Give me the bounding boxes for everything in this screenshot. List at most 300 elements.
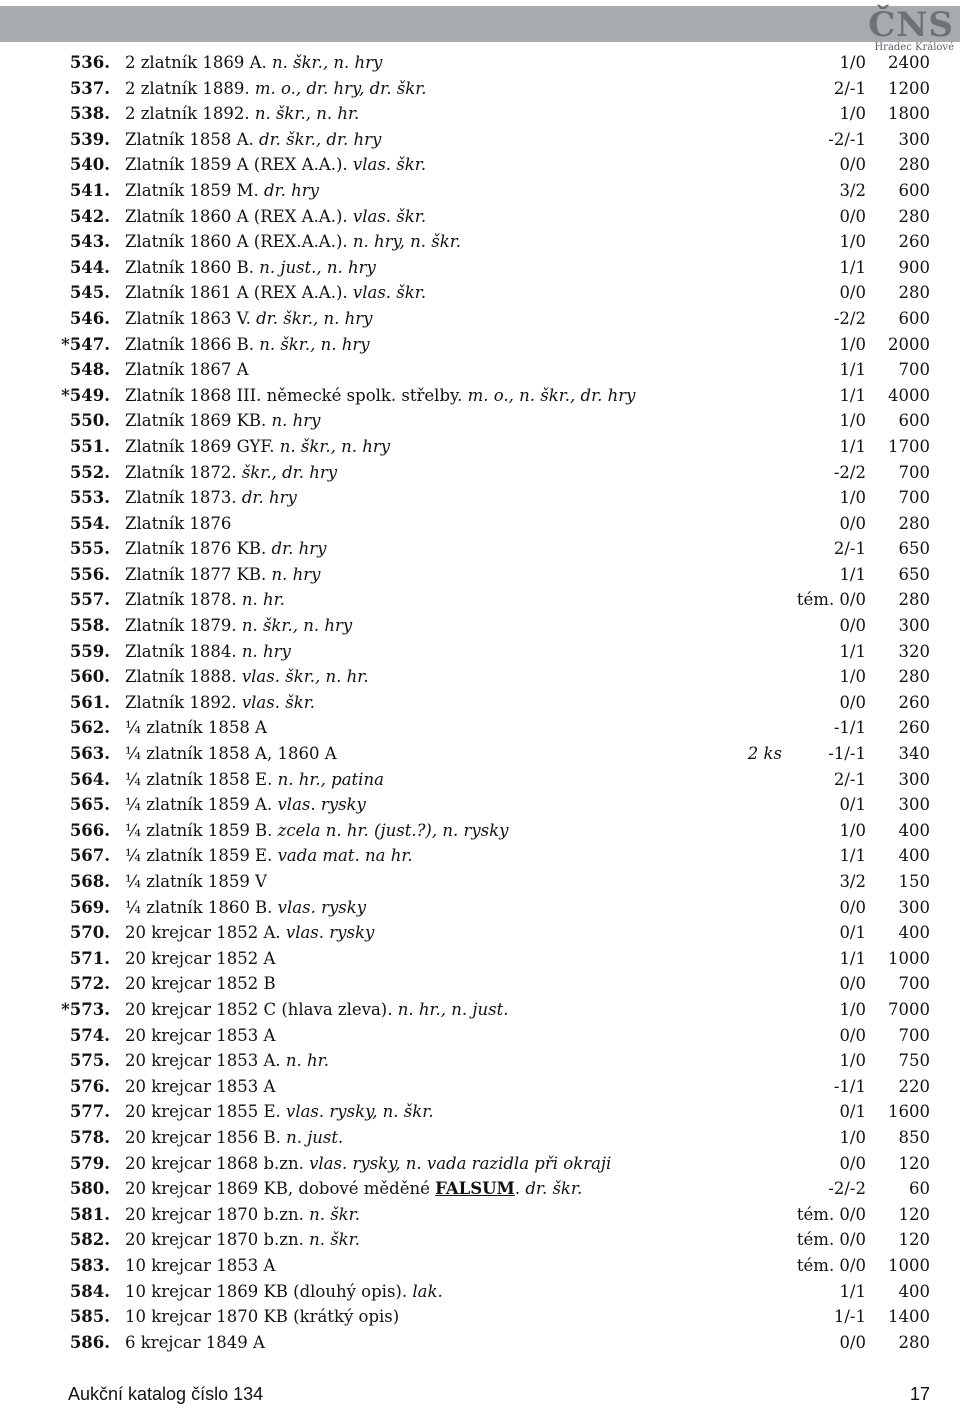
lot-title: ¼ zlatník 1859 B.	[125, 820, 273, 840]
lot-price: 700	[898, 360, 930, 380]
lot-description	[125, 485, 297, 511]
lot-number: 536.	[69, 53, 110, 72]
lot-number: 537.	[69, 78, 110, 98]
lot-price: 150	[898, 872, 930, 891]
lot-price: 700	[898, 462, 930, 482]
lot-description	[125, 255, 376, 281]
lot-description	[125, 971, 276, 997]
lot-title: Zlatník 1860 B.	[125, 257, 254, 277]
lot-price: 280	[898, 513, 930, 533]
lot-description	[125, 408, 321, 434]
lot-number: 580.	[69, 1179, 110, 1199]
lot-grade: 0/1	[839, 923, 866, 943]
lot-price: 400	[898, 1281, 930, 1301]
lot-description	[125, 76, 427, 102]
lot-grade: 1/0	[839, 999, 866, 1019]
lot-title: Zlatník 1867 A	[125, 360, 249, 380]
lot-title: Zlatník 1876	[125, 513, 232, 533]
lot-title: Zlatník 1877 KB.	[125, 564, 267, 584]
lot-grade: 1/1	[839, 385, 866, 405]
lot-number: 575.	[69, 1051, 110, 1071]
lot-number: 548.	[69, 360, 110, 380]
lot-number: 579.	[69, 1153, 110, 1173]
lot-description	[125, 1227, 360, 1253]
lot-title: 20 krejcar 1856 B.	[125, 1127, 281, 1147]
lot-row	[0, 639, 960, 665]
lot-grade: 1/0	[839, 820, 866, 840]
lot-description	[125, 536, 327, 562]
lot-description	[125, 1253, 275, 1279]
lot-row	[0, 280, 960, 306]
lot-title: Zlatník 1858 A.	[125, 129, 254, 149]
lot-description	[125, 1176, 582, 1202]
lot-number: 566.	[69, 820, 110, 840]
lot-grade: 0/0	[839, 1332, 866, 1352]
lot-title: 2 zlatník 1889.	[125, 78, 250, 98]
lot-row	[0, 50, 960, 76]
lot-grade: tém. 0/0	[796, 1255, 866, 1275]
lot-row	[0, 741, 960, 767]
lot-number: 554.	[69, 513, 110, 533]
lot-description	[125, 639, 291, 665]
lot-description	[125, 562, 321, 588]
lot-grade: 0/0	[839, 897, 866, 917]
lot-grade: 3/2	[839, 872, 866, 891]
lot-title: Zlatník 1878.	[125, 590, 237, 610]
lot-grade: 1/0	[839, 334, 866, 354]
lot-quantity: 2 ks	[747, 744, 782, 764]
lot-description	[125, 50, 382, 76]
lot-title: 2 zlatník 1892.	[125, 104, 250, 124]
lot-condition-note: n. just., n. hry	[253, 257, 376, 277]
lot-price: 1600	[888, 1102, 930, 1122]
lot-grade: 0/0	[839, 206, 866, 226]
lot-grade: -2/2	[833, 308, 866, 328]
lot-title: Zlatník 1860 A (REX A.A.).	[125, 206, 348, 226]
lot-description	[125, 152, 426, 178]
lot-condition-note: zcela n. hr. (just.?), n. rysky	[272, 820, 509, 840]
lot-condition-note: vlas. rysky	[272, 897, 367, 917]
lot-grade: 0/0	[839, 283, 866, 303]
lot-row	[0, 1227, 960, 1253]
lot-grade: 1/1	[839, 1281, 866, 1301]
lot-title: ¼ zlatník 1858 A	[125, 718, 267, 738]
lot-price: 280	[898, 206, 930, 226]
lot-row	[0, 1074, 960, 1100]
lot-grade: tém. 0/0	[796, 590, 866, 610]
lot-title: 20 krejcar 1853 A.	[125, 1051, 281, 1071]
lot-description	[125, 1151, 611, 1177]
lot-row	[0, 511, 960, 537]
lot-description	[125, 332, 370, 358]
lot-condition-note: vlas. rysky, n. vada razidla při okraji	[303, 1153, 612, 1173]
lot-condition-note: vlas. škr.	[347, 155, 427, 175]
lot-row	[0, 357, 960, 383]
lot-price: 220	[898, 1076, 930, 1096]
lot-grade: 1/1	[839, 641, 866, 661]
lot-row	[0, 1125, 960, 1151]
lot-grade: 1/-1	[833, 1307, 866, 1327]
lot-condition-note: dr. škr., n. hry	[250, 308, 373, 328]
lot-row	[0, 101, 960, 127]
lot-price: 340	[898, 744, 930, 764]
lot-row	[0, 485, 960, 511]
lot-title: ¼ zlatník 1858 A, 1860 A	[125, 744, 337, 764]
lot-number: 563.	[69, 744, 110, 764]
lot-grade: 1/0	[839, 488, 866, 508]
lot-row	[0, 1176, 960, 1202]
lot-condition-note: n. just.	[280, 1127, 344, 1147]
lot-title: 20 krejcar 1855 E.	[125, 1102, 281, 1122]
lot-number: 561.	[69, 692, 110, 712]
lot-title: Zlatník 1859 M.	[125, 180, 259, 200]
lot-title: Zlatník 1884.	[125, 641, 237, 661]
lot-number: 557.	[69, 590, 110, 610]
lot-title: 20 krejcar 1853 A	[125, 1025, 276, 1045]
lot-number: 581.	[69, 1204, 110, 1224]
lot-row	[0, 869, 960, 895]
page-number: 17	[909, 1384, 930, 1404]
lot-grade: 1/0	[839, 1051, 866, 1071]
lot-price: 700	[898, 488, 930, 508]
lot-title: Zlatník 1879.	[125, 616, 237, 636]
lot-row	[0, 1099, 960, 1125]
lot-row	[0, 383, 960, 409]
lot-description	[125, 1048, 329, 1074]
lot-price: 400	[898, 923, 930, 943]
lot-condition-note: n. škr., n. hry	[274, 436, 391, 456]
lot-row	[0, 818, 960, 844]
lot-row	[0, 1253, 960, 1279]
lot-grade: 1/1	[839, 948, 866, 968]
lot-description	[125, 1099, 434, 1125]
lot-price: 600	[898, 308, 930, 328]
lot-grade: 1/0	[839, 104, 866, 124]
lot-description	[125, 460, 337, 486]
lot-number: 562.	[69, 718, 110, 738]
lot-row	[0, 1023, 960, 1049]
lot-description	[125, 792, 366, 818]
lot-row	[0, 127, 960, 153]
lot-description	[125, 1125, 343, 1151]
lot-price: 2000	[888, 334, 930, 354]
lot-number: 541.	[69, 180, 110, 200]
lot-grade: -1/1	[833, 1076, 866, 1096]
lot-title: 20 krejcar 1852 C (hlava zleva).	[125, 999, 393, 1019]
lot-price: 400	[898, 846, 930, 866]
lot-grade: 1/0	[839, 411, 866, 431]
lot-description	[125, 1304, 399, 1330]
lot-grade: 2/-1	[833, 78, 866, 98]
lot-description	[125, 741, 337, 767]
lot-grade: 1/1	[839, 846, 866, 866]
lot-price: 260	[898, 692, 930, 712]
lot-description	[125, 101, 359, 127]
lot-number: 578.	[69, 1127, 110, 1147]
lot-title: 20 krejcar 1868 b.zn.	[125, 1153, 304, 1173]
lot-description	[125, 306, 372, 332]
lot-price: 320	[898, 641, 930, 661]
lot-row	[0, 1151, 960, 1177]
lot-title: 20 krejcar 1852 A	[125, 948, 276, 968]
catalog-title: Aukční katalog číslo 134	[68, 1384, 264, 1404]
lot-price: 1200	[888, 78, 930, 98]
lot-row	[0, 562, 960, 588]
lot-price: 400	[898, 820, 930, 840]
lot-title: ¼ zlatník 1858 E.	[125, 769, 273, 789]
lot-condition-note: n. škr., n. hry	[236, 616, 353, 636]
lot-condition-note: n. škr., n. hry	[266, 53, 383, 72]
lot-number: 584.	[69, 1281, 110, 1301]
lot-title: Zlatník 1892.	[125, 692, 237, 712]
lot-price: 700	[898, 974, 930, 994]
lot-price: 1800	[888, 104, 930, 124]
lot-number: 582.	[69, 1230, 110, 1250]
lot-condition-note: vlas. škr.	[347, 283, 427, 303]
lot-grade: 1/0	[839, 1127, 866, 1147]
lot-number: 546.	[69, 308, 110, 328]
lot-price: 600	[898, 180, 930, 200]
lot-price: 1400	[888, 1307, 930, 1327]
lot-price: 2400	[888, 53, 930, 72]
lot-number: 583.	[69, 1255, 110, 1275]
lot-condition-note: vlas. škr.	[236, 692, 316, 712]
lot-price: 300	[898, 616, 930, 636]
lot-row	[0, 946, 960, 972]
lot-row	[0, 715, 960, 741]
lot-grade: 0/1	[839, 795, 866, 815]
lot-number: 539.	[69, 129, 110, 149]
lot-number: 544.	[69, 257, 110, 277]
lot-condition-note: n. škr., n. hry	[253, 334, 370, 354]
lot-grade: 0/0	[839, 616, 866, 636]
lot-row	[0, 460, 960, 486]
lot-description	[125, 843, 413, 869]
lot-row	[0, 536, 960, 562]
lot-row	[0, 690, 960, 716]
lot-title: 20 krejcar 1870 b.zn.	[125, 1204, 304, 1224]
header-bar	[0, 5, 960, 53]
lot-description	[125, 204, 426, 230]
lot-number: 586.	[69, 1332, 110, 1352]
lot-description	[125, 1202, 360, 1228]
lot-price: 600	[898, 411, 930, 431]
lot-number: 552.	[69, 462, 110, 482]
lot-grade: 1/1	[839, 436, 866, 456]
lot-grade: -2/-1	[828, 129, 866, 149]
lot-condition-note: vlas. rysky	[272, 795, 366, 815]
lot-condition-note: n. hry	[266, 564, 321, 584]
lot-row	[0, 587, 960, 613]
lot-number: 570.	[69, 923, 110, 943]
lot-row	[0, 1048, 960, 1074]
lot-title: 20 krejcar 1870 b.zn.	[125, 1230, 304, 1250]
lot-description	[125, 383, 636, 409]
lot-price: 260	[898, 718, 930, 738]
lot-price: 280	[898, 590, 930, 610]
lot-description	[125, 1330, 265, 1356]
lot-number: 585.	[69, 1307, 110, 1327]
lot-description	[125, 613, 352, 639]
lot-condition-note: škr., dr. hry	[236, 462, 338, 482]
lot-row	[0, 306, 960, 332]
cns-logo	[868, 5, 954, 53]
logo-sub: Hradec Králové	[874, 42, 954, 53]
lot-description	[125, 357, 249, 383]
lot-description	[125, 587, 285, 613]
lot-grade: 1/1	[839, 360, 866, 380]
lot-row	[0, 997, 960, 1023]
lot-grade: 0/0	[839, 1153, 866, 1173]
lot-price: 850	[898, 1127, 930, 1147]
lot-grade: 0/0	[839, 1025, 866, 1045]
lot-number: 572.	[69, 974, 110, 994]
lot-grade: 1/0	[839, 667, 866, 687]
lot-number: 550.	[69, 411, 110, 431]
lot-title: Zlatník 1860 A (REX.A.A.).	[125, 232, 348, 252]
lot-number: 545.	[69, 283, 110, 303]
lot-description	[125, 229, 461, 255]
lot-number: 576.	[69, 1076, 110, 1096]
lot-title: ¼ zlatník 1859 A.	[125, 795, 273, 815]
lot-price: 300	[898, 795, 930, 815]
lot-title: 20 krejcar 1869 KB, dobové měděné	[125, 1179, 436, 1199]
lot-title: Zlatník 1876 KB.	[125, 539, 267, 559]
lot-grade: 3/2	[839, 180, 866, 200]
lot-price: 60	[909, 1179, 930, 1199]
lot-number: 568.	[69, 872, 110, 891]
lot-condition-note: vlas. rysky, n. škr.	[280, 1102, 434, 1122]
lot-number: 574.	[69, 1025, 110, 1045]
lot-description	[125, 127, 381, 153]
lot-grade: 2/-1	[833, 769, 866, 789]
lot-number: *547.	[61, 334, 110, 354]
lot-price: 280	[898, 283, 930, 303]
lot-title: Zlatník 1873.	[125, 488, 237, 508]
lot-condition-note: dr. škr., dr. hry	[253, 129, 382, 149]
lot-row	[0, 664, 960, 690]
lot-condition-note: dr. škr.	[520, 1179, 583, 1199]
lot-description	[125, 1074, 275, 1100]
lot-price: 1700	[888, 436, 930, 456]
lot-row	[0, 895, 960, 921]
lot-title: Zlatník 1869 GYF.	[125, 436, 275, 456]
lot-title: 10 krejcar 1853 A	[125, 1255, 276, 1275]
lot-description	[125, 818, 508, 844]
lot-condition-note: dr. hry	[258, 180, 319, 200]
lot-description	[125, 690, 315, 716]
lot-price: 120	[898, 1204, 930, 1224]
lot-grade: 1/0	[839, 53, 866, 72]
lot-description	[125, 869, 267, 895]
lot-number: 540.	[69, 155, 110, 175]
lot-price: 900	[898, 257, 930, 277]
lot-description	[125, 664, 369, 690]
lot-price: 280	[898, 1332, 930, 1352]
lot-row	[0, 1304, 960, 1330]
lot-grade: 0/0	[839, 155, 866, 175]
lot-number: 558.	[69, 616, 110, 636]
lot-price: 650	[898, 539, 930, 559]
lot-title: 20 krejcar 1852 B	[125, 974, 276, 994]
lot-title: ¼ zlatník 1860 B.	[125, 897, 273, 917]
lot-condition-note: n. hry	[236, 641, 291, 661]
lot-number: 556.	[69, 564, 110, 584]
lot-condition-note: n. hry, n. škr.	[347, 232, 462, 252]
lot-row	[0, 204, 960, 230]
lot-title: Zlatník 1872.	[125, 462, 237, 482]
lot-falsum: FALSUM	[435, 1179, 515, 1199]
lot-number: 543.	[69, 232, 110, 252]
lot-description	[125, 767, 384, 793]
lot-grade: 0/1	[839, 1102, 866, 1122]
lot-grade: tém. 0/0	[796, 1204, 866, 1224]
lot-row	[0, 178, 960, 204]
lot-description	[125, 920, 374, 946]
lot-grade: -1/1	[833, 718, 866, 738]
lot-condition-note: vada mat. na hr.	[272, 846, 413, 866]
lot-row	[0, 1279, 960, 1305]
lot-description	[125, 178, 319, 204]
lot-number: 569.	[69, 897, 110, 917]
lot-grade: 0/0	[839, 692, 866, 712]
lot-number: 560.	[69, 667, 110, 687]
lot-price: 700	[898, 1025, 930, 1045]
lot-condition-note: n. hry	[266, 411, 321, 431]
lot-condition-note: lak.	[407, 1281, 443, 1301]
lot-price: 280	[898, 667, 930, 687]
lot-description	[125, 895, 366, 921]
lot-number: 567.	[69, 846, 110, 866]
lot-description	[125, 946, 275, 972]
lot-title: Zlatník 1859 A (REX A.A.).	[125, 155, 348, 175]
lot-number: 542.	[69, 206, 110, 226]
lot-row	[0, 434, 960, 460]
lot-grade: -1/-1	[828, 744, 866, 764]
lot-grade: 0/0	[839, 974, 866, 994]
lot-row	[0, 255, 960, 281]
lot-title: ¼ zlatník 1859 E.	[125, 846, 273, 866]
lot-condition-note: n. škr.	[303, 1204, 360, 1224]
lot-title-suffix: .	[514, 1179, 521, 1199]
lot-condition-note: n. škr., n. hr.	[249, 104, 360, 124]
lot-title: Zlatník 1868 III. německé spolk. střelby.	[125, 385, 463, 405]
lot-price: 300	[898, 897, 930, 917]
lot-number: 577.	[69, 1102, 110, 1122]
lot-description	[125, 1023, 275, 1049]
lot-row	[0, 792, 960, 818]
lot-row	[0, 76, 960, 102]
lot-price: 7000	[888, 999, 930, 1019]
lot-row	[0, 920, 960, 946]
lot-number: 565.	[69, 795, 110, 815]
lot-title: 2 zlatník 1869 A.	[125, 53, 267, 72]
lot-price: 260	[898, 232, 930, 252]
lot-description	[125, 715, 267, 741]
lot-condition-note: vlas. rysky	[280, 923, 375, 943]
logo-main: ČNS	[868, 5, 954, 45]
lot-title: Zlatník 1866 B.	[125, 334, 254, 354]
lot-condition-note: dr. hry	[236, 488, 297, 508]
lot-grade: -2/-2	[828, 1179, 866, 1199]
lot-condition-note: vlas. škr., n. hr.	[236, 667, 369, 687]
lot-number: *549.	[61, 385, 110, 405]
lot-number: 564.	[69, 769, 110, 789]
lot-condition-note: n. hr.	[236, 590, 285, 610]
lot-title: 20 krejcar 1852 A.	[125, 923, 281, 943]
lot-title: 10 krejcar 1869 KB (dlouhý opis).	[125, 1281, 408, 1301]
lot-price: 120	[898, 1153, 930, 1173]
